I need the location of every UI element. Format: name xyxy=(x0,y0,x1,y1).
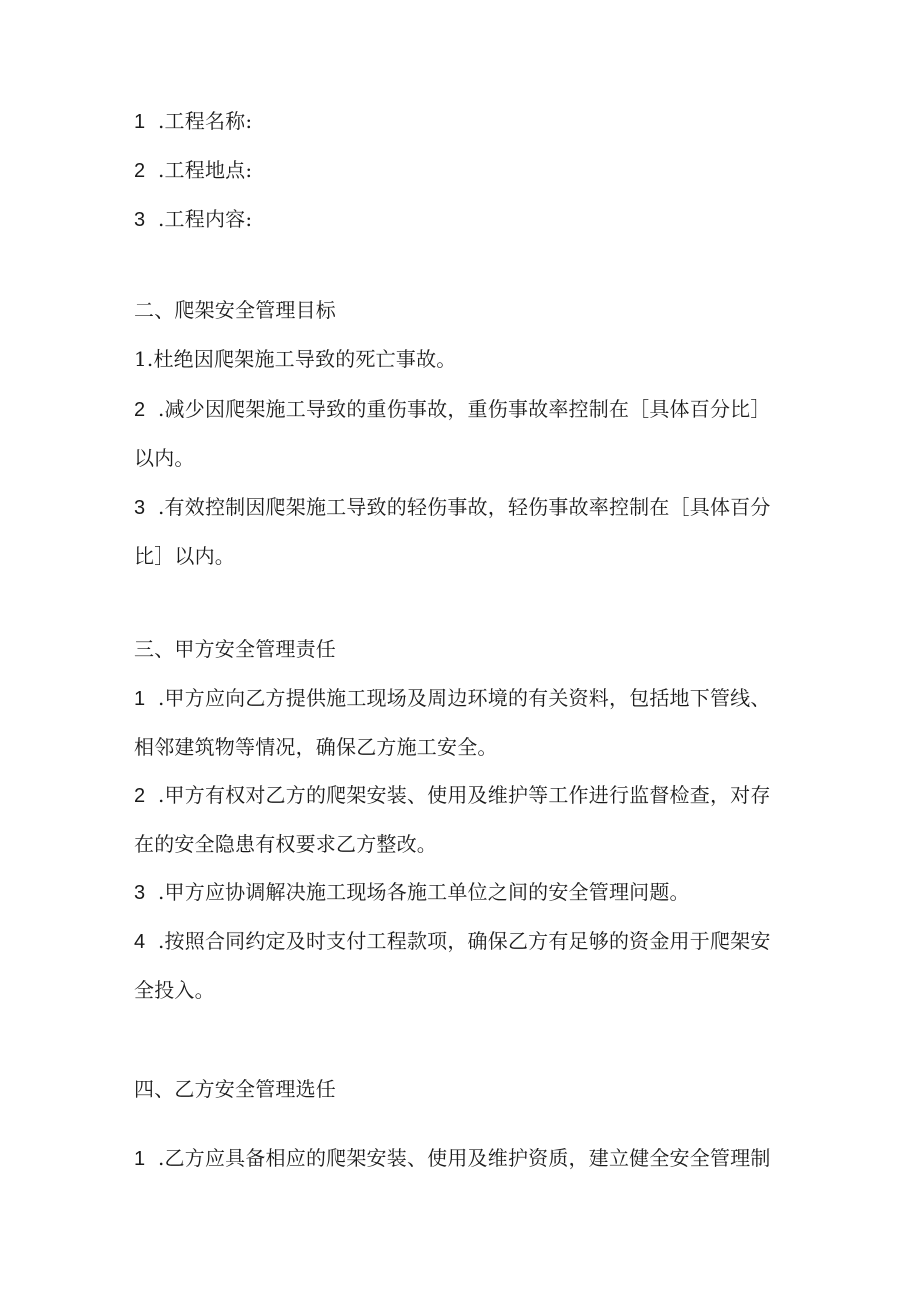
item-text: .工程内容: xyxy=(158,207,253,231)
paragraph-line xyxy=(134,1146,784,1171)
item-number: 3 xyxy=(134,209,146,231)
paragraph-line xyxy=(134,347,784,371)
item-text: .工程地点: xyxy=(158,158,253,182)
paragraph-line xyxy=(134,783,784,808)
paragraph-line xyxy=(134,735,784,759)
paragraph-line xyxy=(134,544,784,568)
section-heading: 三、甲方安全管理责任 xyxy=(134,637,336,661)
paragraph-line xyxy=(134,686,784,711)
project-name-line xyxy=(134,109,784,134)
item-text: 全投入。 xyxy=(134,978,215,1002)
item-text: 相邻建筑物等情况，确保乙方施工安全。 xyxy=(134,735,498,759)
item-text: 以内。 xyxy=(134,446,195,470)
item-text: .减少因爬架施工导致的重伤事故，重伤事故率控制在［具体百分比］ xyxy=(158,397,771,421)
item-text: .甲方有权对乙方的爬架安装、使用及维护等工作进行监督检查，对存 xyxy=(158,783,771,807)
item-text: .有效控制因爬架施工导致的轻伤事故，轻伤事故率控制在［具体百分 xyxy=(158,495,771,519)
paragraph-line xyxy=(134,446,784,470)
item-number: 1 xyxy=(134,688,146,710)
item-text: 在的安全隐患有权要求乙方整改。 xyxy=(134,832,437,856)
section-heading: 二、爬架安全管理目标 xyxy=(134,298,336,322)
paragraph-line xyxy=(134,832,784,856)
item-text: .按照合同约定及时支付工程款项，确保乙方有足够的资金用于爬架安 xyxy=(158,929,771,953)
paragraph-line xyxy=(134,397,784,422)
paragraph-line xyxy=(134,495,784,520)
paragraph-line xyxy=(134,880,784,905)
paragraph-line xyxy=(134,929,784,954)
item-text: .乙方应具备相应的爬架安装、使用及维护资质，建立健全安全管理制 xyxy=(158,1146,771,1170)
item-text: 1.杜绝因爬架施工导致的死亡事故。 xyxy=(134,347,457,371)
item-number: 3 xyxy=(134,882,146,904)
item-number: 2 xyxy=(134,785,146,807)
item-number: 1 xyxy=(134,1148,146,1170)
item-number: 2 xyxy=(134,160,146,182)
project-content-line xyxy=(134,207,784,232)
item-number: 1 xyxy=(134,111,146,133)
item-number: 4 xyxy=(134,931,146,953)
section-heading: 四、乙方安全管理选任 xyxy=(134,1077,336,1101)
item-number: 3 xyxy=(134,497,146,519)
item-text: .甲方应向乙方提供施工现场及周边环境的有关资料，包括地下管线、 xyxy=(158,686,771,710)
item-text: .甲方应协调解决施工现场各施工单位之间的安全管理问题。 xyxy=(158,880,690,904)
item-text: 比］以内。 xyxy=(134,544,235,568)
project-location-line xyxy=(134,158,784,183)
item-number: 2 xyxy=(134,399,146,421)
item-text: .工程名称: xyxy=(158,109,253,133)
paragraph-line xyxy=(134,978,784,1002)
